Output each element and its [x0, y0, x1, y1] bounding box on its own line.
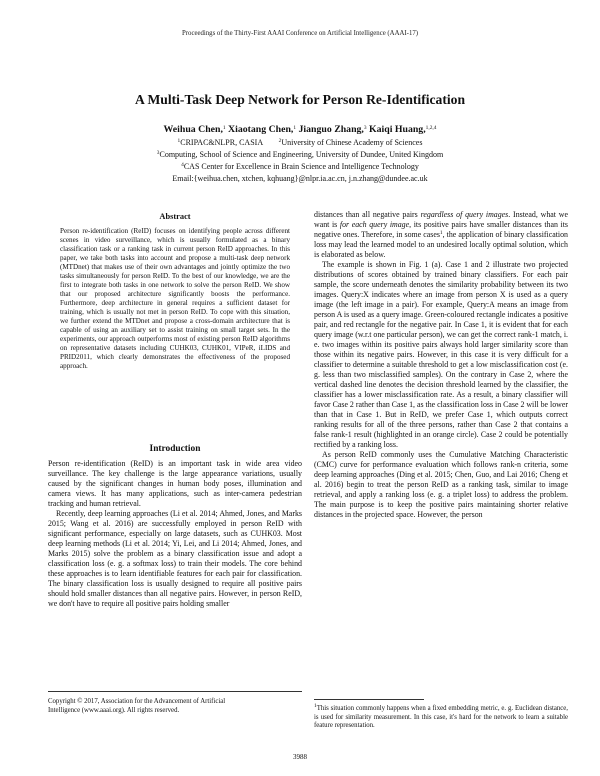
page-number: 3988 [293, 753, 307, 761]
affiliation-mark: 4 [181, 162, 184, 168]
text-run: , its positive pairs have smaller distances than its negative ones. Therefore, in some cases [314, 220, 569, 239]
abstract-heading: Abstract [159, 212, 191, 221]
paragraph: Recently, deep learning approaches (Li et al. 2014; Ahmed, Jones, and Marks 2015; Wang et al. 2016) are successfully employed in person ReID with significant performance, especially on large datasets, such as CUHK03. Most deep learning methods (Li et al. 2014; Yi, Lei, and Li 2014; Ahmed, Jones, and Marks 2015) solve the problem as a binary classification issue and adopt a classification loss (e. g. a softmax loss) to train their models. The core behind these approaches is to learn identifiable features for each pair for classification. The binary classification loss is usually designed to require all positive pairs should hold smaller distances than all negative pairs. However, in person ReID, we don't have to require all positive pairs holding smaller [48, 509, 302, 608]
paragraph [314, 210, 568, 260]
author-name: Jianguo Zhang, [298, 124, 364, 135]
affiliation-mark: 1 [177, 138, 181, 144]
introduction-heading: Introduction [149, 444, 201, 454]
affiliation-text: CAS Center for Excellence in Brain Science and Intelligence Technology [183, 162, 419, 171]
affiliation-text: Computing, School of Science and Engineering, University of Dundee, United Kingdom [159, 150, 444, 159]
affiliation-line-2 [0, 150, 600, 159]
footnote-text: This situation commonly happens when a fixed embedding metric, e. g. Euclidean distance, is used for similarity measurement. In this case, it's hard for the network to learn a suitable feature representation. [314, 705, 568, 729]
affiliation-text: CRIPAC&NLPR, CASIA [180, 138, 263, 147]
paragraph: As person ReID commonly uses the Cumulative Matching Characteristic (CMC) curve for performance evaluation which follows rank-n criteria, some deep learning approaches (Ding et al. 2015; Chen, Guo, and Lai 2016; Cheng et al. 2016) begin to treat the person ReID as a ranking task, similar to image retrieval, and apply a ranking loss (e. g. a triplet loss) to address the problem. The main purpose is to keep the positive pairs maintaining shorter relative distances in the projected space. However, the person [314, 450, 568, 519]
author-affiliation-mark: 1 [293, 125, 297, 131]
copyright-notice [48, 697, 302, 715]
author-email: Email:{weihua.chen, xtchen, kqhuang}@nlpr.ia.ac.cn, j.n.zhang@dundee.ac.uk [172, 174, 428, 183]
copyright-line: Copyright © 2017, Association for the Advancement of Artificial [48, 698, 226, 705]
copyright-divider [48, 691, 302, 692]
affiliation-mark: 2 [278, 138, 282, 144]
author-affiliation-mark: 3 [363, 125, 367, 131]
author-affiliation-mark: 1 [222, 125, 226, 131]
affiliation-line-1 [0, 138, 600, 147]
author-list [0, 124, 600, 135]
footnote-divider [314, 699, 424, 700]
footnote [314, 705, 568, 731]
text-run: , the application of binary classification loss may lead the learned model to an undesired locally optimal solution, which is elaborated as below. [314, 230, 568, 259]
author-name: Xiaotang Chen, [228, 124, 294, 135]
emphasis: regardless of query images [420, 210, 509, 219]
right-column-body [314, 210, 568, 520]
text-run: distances than all negative pairs [314, 210, 421, 219]
copyright-line: Intelligence (www.aaai.org). All rights reserved. [48, 707, 180, 714]
abstract-text: Person re-identification (ReID) focuses on identifying people across different scenes in video surveillance, which is usually formulated as a binary classification task or a ranking task in current person ReID approaches. In this paper, we take both tasks into account and propose a multi-task deep network (MTDnet) that makes use of their own advantages and jointly optimize the two tasks simultaneously for person ReID. To the best of our knowledge, we are the first to integrate both tasks in one network to solve the person ReID. We show that our proposed architecture significantly boosts the performance. Furthermore, deep architecture in general requires a sufficient dataset for training, which is usually not met in person ReID. To cope with this situation, we further extend the MTDnet and propose a cross-domain architecture that is capable of using an auxiliary set to assist training on small target sets. In the experiments, our approach outperforms most of existing person ReID algorithms on representative datasets including CUHK03, CUHK01, VIPeR, iLIDS and PRID2011, which clearly demonstrates the effectiveness of the proposed approach. [60, 227, 290, 370]
running-header: Proceedings of the Thirty-First AAAI Conference on Artificial Intelligence (AAAI-17) [182, 30, 418, 37]
affiliation-text: University of Chinese Academy of Sciences [281, 138, 423, 147]
author-name: Weihua Chen, [163, 124, 223, 135]
footnote-mark: 1 [439, 230, 443, 236]
paragraph: Person re-identification (ReID) is an important task in wide area video surveillance. The key challenge is the large appearance variations, usually caused by the significant changes in human body poses, illumination and camera views. It has many applications, such as inter-camera pedestrian tracking and human retrieval. [48, 459, 302, 508]
author-name: Kaiqi Huang, [369, 124, 426, 135]
author-affiliation-mark: 1,2,4 [425, 125, 437, 131]
emphasis: for each query image [339, 220, 410, 229]
left-column-body [48, 459, 302, 609]
paper-title: A Multi-Task Deep Network for Person Re-Identification [135, 92, 465, 107]
footnote-mark: 1 [314, 703, 317, 709]
text-run: . Instead, what we want is [314, 210, 569, 229]
paragraph: The example is shown in Fig. 1 (a). Case 1 and 2 illustrate two projected distributions of scores obtained by trained binary classifiers. For each pair sample, the score underneath denotes the similarity probability between its two images. Query:X indicates where an image from person X is used as a query image (the left image in a pair). For example, Query:A means an image from person A is used as a query image. Green-coloured rectangle indicates a positive pair, and red rectangle for the negative pair. In Case 1, it is evident that for each query image (w.r.t one particular person), we can get the correct rank-1 match, i. e. two images within its positive pairs always hold larger similarity score than those within its negative pairs. However, in this case it is very difficult for a classifier to determine a suitable threshold to get a low misclassification cost (e. g. less than two misclassified samples). On the contrary in Case 2, where the vertical dashed line denotes the decision threshold learned by the classifier, the classifier has a lower misclassification rate. As a result, a binary classifier will favor Case 2 rather than Case 1, as the classification loss in Case 2 will be lower than that in Case 1. But in ReID, we prefer Case 1, which outputs correct ranking results for all of the three persons, rather than Case 2 that contains a false rank-1 result (highlighted in an orange circle). Case 2 could be potentially rectified by a ranking loss. [314, 260, 568, 449]
affiliation-mark: 3 [156, 150, 160, 156]
affiliation-line-3 [0, 162, 600, 171]
